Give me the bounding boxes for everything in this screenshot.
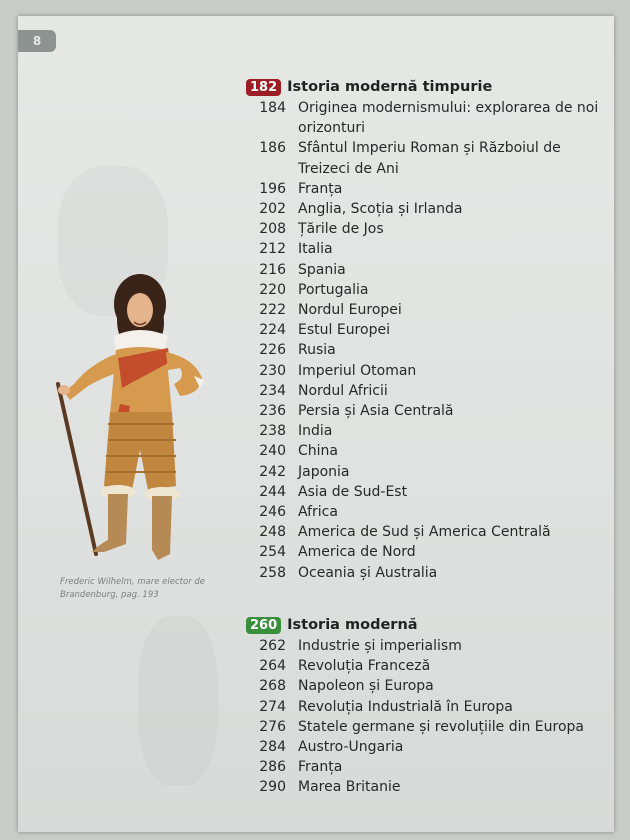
toc-entry-page: 264 [259, 658, 286, 675]
section-title: Istoria modernă timpurie [287, 79, 493, 95]
toc-entry [246, 219, 614, 239]
toc-entry [246, 676, 614, 696]
toc-entry-page: 224 [259, 322, 286, 339]
toc-entry-title: Franța [298, 759, 343, 776]
toc-entry-page: 244 [259, 483, 286, 500]
toc-entry-page: 186 [259, 140, 286, 157]
toc-entry [246, 401, 614, 421]
toc-entry-title: Nordul Africii [298, 382, 388, 399]
toc-entry-title: Spania [298, 261, 346, 278]
toc-entry [246, 361, 614, 381]
toc-entry [246, 462, 614, 482]
toc-entry-title: Franța [298, 180, 343, 197]
section-title: Istoria modernă [287, 617, 418, 633]
toc-entry-title: Originea modernismului: explorarea de noi orizonturi [298, 100, 599, 137]
toc-entry-page: 262 [259, 638, 286, 654]
toc-entry-page: 184 [259, 100, 286, 116]
toc-entry [246, 563, 614, 583]
toc-entry-page: 268 [259, 678, 286, 695]
toc-entry [246, 656, 614, 676]
book-page [18, 16, 614, 832]
toc-entry-page: 286 [259, 759, 286, 776]
image-caption: Frederic Wilhelm, mare elector de Brandenburg, pag. 193 [60, 577, 206, 600]
toc-entry-title: Oceania și Australia [298, 564, 438, 581]
toc-entry-title: Italia [298, 241, 333, 258]
toc-entry-title: Rusia [298, 342, 336, 359]
toc-entry-list [246, 636, 614, 798]
toc-entry [246, 300, 614, 320]
show-through-shape [138, 616, 218, 786]
toc-entry-page: 236 [259, 403, 286, 420]
toc-entry [246, 542, 614, 562]
toc-entry-page: 238 [259, 423, 286, 440]
toc-entry [246, 522, 614, 542]
toc-entry-title: Japonia [298, 463, 350, 480]
toc-entry-page: 220 [259, 281, 286, 298]
toc-entry-list [246, 98, 614, 583]
toc-entry-title: Austro-Ungaria [298, 739, 404, 756]
toc-entry-title: Anglia, Scoția și Irlanda [298, 201, 463, 218]
toc-entry-title: India [298, 423, 333, 440]
section-start-page-badge: 260 [246, 617, 281, 634]
toc-entry-page: 248 [259, 524, 286, 541]
toc-entry-title: America de Sud și America Centrală [298, 524, 551, 541]
section-header [246, 614, 614, 636]
toc-entry [246, 179, 614, 199]
toc-entry-page: 202 [259, 201, 286, 218]
toc-entry [246, 98, 614, 138]
toc-entry-page: 222 [259, 302, 286, 319]
toc-entry [246, 340, 614, 360]
toc-entry-title: Marea Britanie [298, 779, 401, 796]
toc-section [246, 614, 614, 798]
toc-entry-page: 254 [259, 544, 286, 561]
toc-entry-title: Africa [298, 504, 338, 521]
toc-entry-title: Portugalia [298, 281, 369, 298]
page-number-tab: 8 [18, 30, 56, 52]
toc-entry-page: 234 [259, 382, 286, 399]
portrait-illustration [34, 254, 224, 584]
toc-entry [246, 697, 614, 717]
toc-entry-title: Revoluția Industrială în Europa [298, 698, 513, 715]
toc-entry-title: China [298, 443, 338, 460]
toc-entry [246, 717, 614, 737]
toc-entry [246, 320, 614, 340]
toc-entry [246, 421, 614, 441]
toc-entry-page: 284 [259, 739, 286, 756]
toc-entry-title: Revoluția Franceză [298, 658, 431, 675]
toc-entry [246, 757, 614, 777]
toc-entry-page: 290 [259, 779, 286, 796]
toc-entry-title: Țările de Jos [298, 221, 384, 238]
toc-entry-title: Nordul Europei [298, 302, 402, 319]
toc-entry [246, 636, 614, 656]
toc-entry [246, 502, 614, 522]
toc-entry-page: 242 [259, 463, 286, 480]
toc-entry-title: Imperiul Otoman [298, 362, 417, 379]
toc-entry-title: Industrie și imperialism [298, 638, 462, 654]
toc-entry [246, 482, 614, 502]
toc-entry-page: 226 [259, 342, 286, 359]
toc-entry [246, 138, 614, 178]
toc-entry-page: 230 [259, 362, 286, 379]
toc-entry [246, 737, 614, 757]
toc-entry [246, 777, 614, 797]
toc-entry-page: 240 [259, 443, 286, 460]
toc-entry [246, 239, 614, 259]
toc-entry [246, 280, 614, 300]
toc-entry-page: 212 [259, 241, 286, 258]
toc-entry-page: 258 [259, 564, 286, 581]
section-header [246, 76, 614, 98]
section-start-page-badge: 182 [246, 79, 281, 96]
toc-entry-title: Statele germane și revoluțiile din Europa [298, 718, 585, 735]
toc-entry-page: 216 [259, 261, 286, 278]
toc-entry-title: Persia și Asia Centrală [298, 403, 454, 420]
toc-section [246, 76, 614, 583]
toc-entry [246, 441, 614, 461]
toc-entry [246, 381, 614, 401]
toc-entry-page: 196 [259, 180, 286, 197]
toc-entry-page: 246 [259, 504, 286, 521]
toc-entry-title: Sfântul Imperiu Roman și Războiul de Treizeci de Ani [298, 140, 561, 177]
toc-entry [246, 199, 614, 219]
toc-entry-page: 274 [259, 698, 286, 715]
toc-entry-page: 208 [259, 221, 286, 238]
toc-entry [246, 260, 614, 280]
toc-entry-title: Estul Europei [298, 322, 390, 339]
toc-entry-page: 276 [259, 718, 286, 735]
toc-entry-title: America de Nord [298, 544, 416, 561]
toc-entry-title: Napoleon și Europa [298, 678, 434, 695]
toc-entry-title: Asia de Sud-Est [298, 483, 408, 500]
